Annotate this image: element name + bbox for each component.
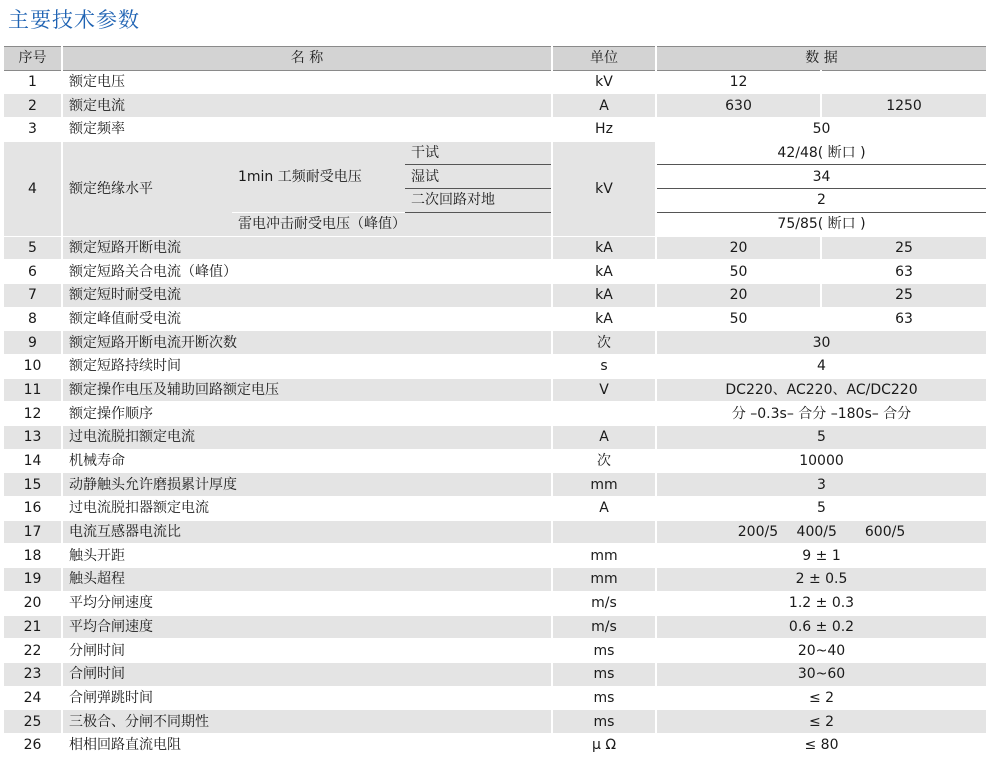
row-value: 30: [656, 331, 986, 355]
row-name: 额定电压: [62, 70, 552, 94]
header-data: 数 据: [656, 47, 986, 71]
table-row: [4, 710, 986, 734]
row-unit: kA: [552, 236, 656, 260]
row-no: 20: [4, 591, 62, 615]
row-value: 50: [656, 118, 986, 142]
row-unit: mm: [552, 568, 656, 592]
table-row: [4, 639, 986, 663]
table-row: [4, 473, 986, 497]
row-no: 12: [4, 402, 62, 426]
row-unit: ms: [552, 686, 656, 710]
row-value: 20~40: [656, 639, 986, 663]
insulation-row-dry: [4, 141, 986, 165]
header-unit: 单位: [552, 47, 656, 71]
row-value-2: 63: [821, 260, 986, 284]
table-row: [4, 331, 986, 355]
row-name: 额定短路持续时间: [62, 354, 552, 378]
row-unit: kA: [552, 307, 656, 331]
row-no: 8: [4, 307, 62, 331]
row-value-1: 50: [656, 260, 821, 284]
row-no: 25: [4, 710, 62, 734]
row-value: 3: [656, 473, 986, 497]
table-row: [4, 118, 986, 142]
row-no: 24: [4, 686, 62, 710]
table-row: [4, 354, 986, 378]
table-row: [4, 544, 986, 568]
table-row: [4, 94, 986, 118]
table-row: [4, 236, 986, 260]
row-name: 额定短路开断电流开断次数: [62, 331, 552, 355]
row-name: 电流互感器电流比: [62, 520, 552, 544]
row-value: ≤ 80: [656, 733, 986, 757]
row-no: 14: [4, 449, 62, 473]
table-row: [4, 591, 986, 615]
header-name: 名 称: [62, 47, 552, 71]
row-unit: s: [552, 354, 656, 378]
wet-test-label: 湿试: [405, 165, 552, 189]
table-row: [4, 449, 986, 473]
row-value: DC220、AC220、AC/DC220: [656, 378, 986, 402]
row-no: 21: [4, 615, 62, 639]
row-no: 1: [4, 70, 62, 94]
table-row: [4, 662, 986, 686]
row-unit: 次: [552, 331, 656, 355]
row-name: 触头开距: [62, 544, 552, 568]
row-unit: kA: [552, 283, 656, 307]
row-value-2: 25: [821, 236, 986, 260]
row-unit: ms: [552, 639, 656, 663]
row-value: 5: [656, 497, 986, 521]
row-name: 合闸时间: [62, 662, 552, 686]
row-unit: A: [552, 94, 656, 118]
row-value-1: 20: [656, 236, 821, 260]
lightning-impulse-label: 雷电冲击耐受电压（峰值）: [232, 212, 552, 236]
row-name: 合闸弹跳时间: [62, 686, 552, 710]
table-row: [4, 686, 986, 710]
row-no: 17: [4, 520, 62, 544]
row-no: 16: [4, 497, 62, 521]
row-no: 4: [4, 141, 62, 236]
row-value-1: 50: [656, 307, 821, 331]
row-value: 10000: [656, 449, 986, 473]
row-unit: [552, 402, 656, 426]
header-seq: 序号: [4, 47, 62, 71]
row-name: 过电流脱扣器额定电流: [62, 497, 552, 521]
row-unit: m/s: [552, 591, 656, 615]
row-name: 分闸时间: [62, 639, 552, 663]
dry-test-label: 干试: [405, 141, 552, 165]
row-value: ≤ 2: [656, 710, 986, 734]
row-name: 额定操作顺序: [62, 402, 552, 426]
secondary-ground-value: 2: [656, 189, 986, 213]
secondary-ground-label: 二次回路对地: [405, 189, 552, 213]
row-value: 200/5 400/5 600/5: [656, 520, 986, 544]
row-no: 18: [4, 544, 62, 568]
row-name: 额定峰值耐受电流: [62, 307, 552, 331]
table-row: [4, 497, 986, 521]
row-unit: Hz: [552, 118, 656, 142]
row-value: 分 –0.3s– 合分 –180s– 合分: [656, 402, 986, 426]
row-unit: [552, 520, 656, 544]
row-unit: V: [552, 378, 656, 402]
row-value: 4: [656, 354, 986, 378]
row-value: 0.6 ± 0.2: [656, 615, 986, 639]
wet-test-value: 34: [656, 165, 986, 189]
row-no: 11: [4, 378, 62, 402]
row-no: 7: [4, 283, 62, 307]
row-unit: ms: [552, 710, 656, 734]
row-name: 额定短路关合电流（峰值）: [62, 260, 552, 284]
row-value: 2 ± 0.5: [656, 568, 986, 592]
lightning-impulse-value: 75/85( 断口 ): [656, 212, 986, 236]
row-unit: kV: [552, 70, 656, 94]
row-no: 10: [4, 354, 62, 378]
table-row: [4, 70, 986, 94]
table-row: [4, 615, 986, 639]
row-name: 触头超程: [62, 568, 552, 592]
row-name: 额定短时耐受电流: [62, 283, 552, 307]
row-name: 额定短路开断电流: [62, 236, 552, 260]
row-unit: 次: [552, 449, 656, 473]
row-unit: m/s: [552, 615, 656, 639]
row-value: 1.2 ± 0.3: [656, 591, 986, 615]
row-unit: kA: [552, 260, 656, 284]
row-value: 30~60: [656, 662, 986, 686]
row-value-2: 25: [821, 283, 986, 307]
table-row: [4, 568, 986, 592]
row-name: 相相回路直流电阻: [62, 733, 552, 757]
dry-test-value: 42/48( 断口 ): [656, 141, 986, 165]
row-unit: mm: [552, 544, 656, 568]
row-value: 5: [656, 426, 986, 450]
table-row: [4, 307, 986, 331]
spec-table: [4, 46, 986, 758]
row-name: 平均合闸速度: [62, 615, 552, 639]
row-value-2: 1250: [821, 94, 986, 118]
row-no: 26: [4, 733, 62, 757]
row-value-1: 630: [656, 94, 821, 118]
row-no: 3: [4, 118, 62, 142]
row-value-2: [821, 70, 986, 94]
row-unit: mm: [552, 473, 656, 497]
row-no: 6: [4, 260, 62, 284]
row-no: 13: [4, 426, 62, 450]
row-name: 额定电流: [62, 94, 552, 118]
row-name: 机械寿命: [62, 449, 552, 473]
table-row: [4, 402, 986, 426]
page-title: 主要技术参数: [8, 8, 140, 32]
row-name: 额定频率: [62, 118, 552, 142]
row-no: 2: [4, 94, 62, 118]
row-name: 平均分闸速度: [62, 591, 552, 615]
table-header-row: [4, 47, 986, 71]
row-name: 额定操作电压及辅助回路额定电压: [62, 378, 552, 402]
row-no: 19: [4, 568, 62, 592]
row-no: 5: [4, 236, 62, 260]
table-row: [4, 520, 986, 544]
row-name: 额定绝缘水平: [62, 141, 232, 236]
row-value-1: 12: [656, 70, 821, 94]
row-no: 23: [4, 662, 62, 686]
table-row: [4, 426, 986, 450]
row-value-2: 63: [821, 307, 986, 331]
row-name: 动静触头允许磨损累计厚度: [62, 473, 552, 497]
row-value: 9 ± 1: [656, 544, 986, 568]
row-unit: kV: [552, 141, 656, 236]
row-value: ≤ 2: [656, 686, 986, 710]
row-no: 22: [4, 639, 62, 663]
row-no: 15: [4, 473, 62, 497]
row-unit: μ Ω: [552, 733, 656, 757]
row-unit: A: [552, 497, 656, 521]
table-row: [4, 378, 986, 402]
table-row: [4, 260, 986, 284]
row-name: 三极合、分闸不同期性: [62, 710, 552, 734]
row-name: 过电流脱扣额定电流: [62, 426, 552, 450]
row-value-1: 20: [656, 283, 821, 307]
row-no: 9: [4, 331, 62, 355]
row-unit: ms: [552, 662, 656, 686]
row-unit: A: [552, 426, 656, 450]
power-frequency-label: 1min 工频耐受电压: [232, 141, 405, 212]
table-row: [4, 283, 986, 307]
